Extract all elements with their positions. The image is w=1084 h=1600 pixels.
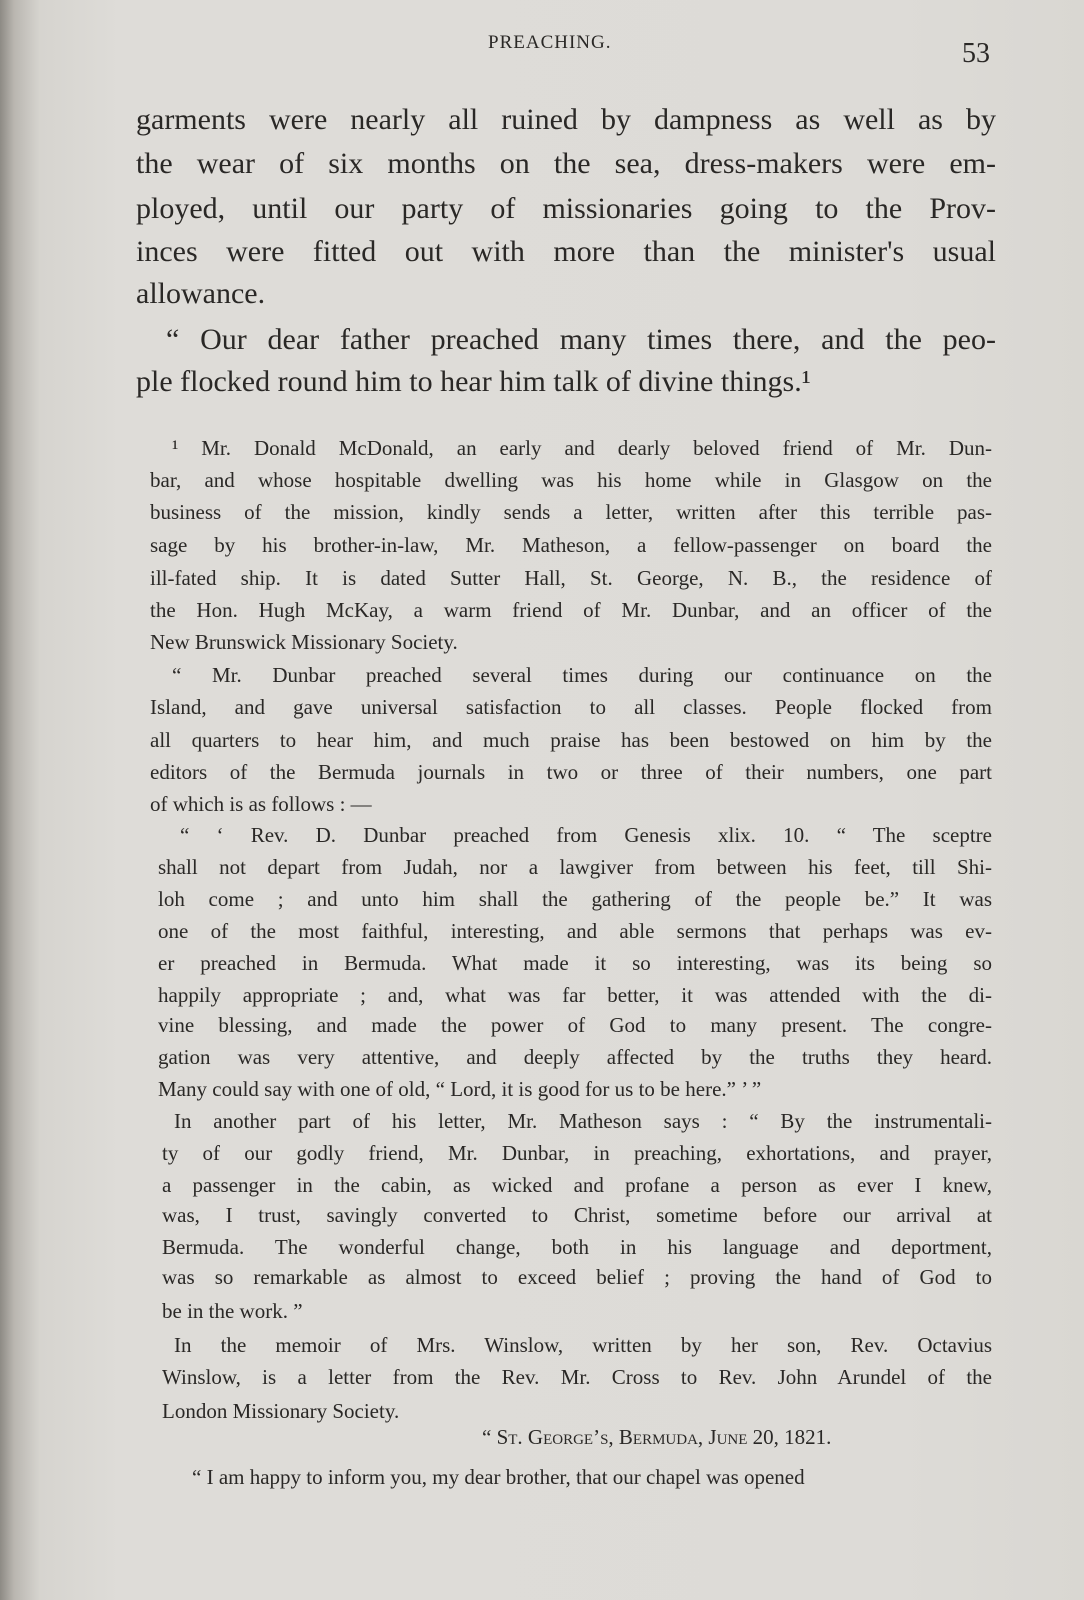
running-head: PREACHING. xyxy=(488,32,612,53)
footnote-line: loh come ; and unto him shall the gathering of the people be.” It was xyxy=(158,887,992,911)
footnote-line: was, I trust, savingly converted to Christ, sometime before our arrival at xyxy=(162,1203,992,1227)
page-number: 53 xyxy=(962,38,990,69)
letter-dateline: “ St. George’s, Bermuda, June 20, 1821. xyxy=(482,1425,832,1449)
footnote-line: vine blessing, and made the power of God to many present. The congre- xyxy=(158,1013,992,1037)
footnote-line: ¹ Mr. Donald McDonald, an early and dearly beloved friend of Mr. Dun- xyxy=(172,436,992,460)
footnote-line: was so remarkable as almost to exceed belief ; proving the hand of God to xyxy=(162,1265,992,1289)
footnote-line: London Missionary Society. xyxy=(162,1399,400,1423)
footnote-line: “ ‘ Rev. D. Dunbar preached from Genesis xlix. 10. “ The sceptre xyxy=(180,823,992,847)
body-line: garments were nearly all ruined by dampness as well as by xyxy=(136,103,996,136)
footnote-line: Island, and gave universal satisfaction to all classes. People flocked from xyxy=(150,695,992,719)
footnote-line: a passenger in the cabin, as wicked and profane a person as ever I knew, xyxy=(162,1173,992,1197)
footnote-line: all quarters to hear him, and much praise has been bestowed on him by the xyxy=(150,728,992,752)
footnote-line: business of the mission, kindly sends a letter, written after this terrible pas- xyxy=(150,500,992,524)
body-line: allowance. xyxy=(136,277,266,310)
footnote-line: Many could say with one of old, “ Lord, it is good for us to be here.” ’ ” xyxy=(158,1077,762,1101)
body-line: ple flocked round him to hear him talk of divine things.¹ xyxy=(136,365,811,398)
footnote-line: In another part of his letter, Mr. Matheson says : “ By the instrumentali- xyxy=(174,1109,992,1133)
body-line: “ Our dear father preached many times there, and the peo- xyxy=(166,323,996,356)
footnote-line: the Hon. Hugh McKay, a warm friend of Mr. Dunbar, and an officer of the xyxy=(150,598,992,622)
body-line: ployed, until our party of missionaries going to the Prov- xyxy=(136,192,996,225)
body-line: the wear of six months on the sea, dress-makers were em- xyxy=(136,147,996,180)
footnote-line: “ Mr. Dunbar preached several times during our continuance on the xyxy=(172,663,992,687)
footnote-line: one of the most faithful, interesting, and able sermons that perhaps was ev- xyxy=(158,919,992,943)
footnote-line: of which is as follows : — xyxy=(150,792,372,816)
footnote-line: be in the work. ” xyxy=(162,1299,303,1323)
footnote-line: New Brunswick Missionary Society. xyxy=(150,630,458,654)
body-line: inces were fitted out with more than the minister's usual xyxy=(136,235,996,268)
footnote-line: sage by his brother-in-law, Mr. Matheson, a fellow-passenger on board the xyxy=(150,533,992,557)
footnote-line: editors of the Bermuda journals in two or three of their numbers, one part xyxy=(150,760,992,784)
footnote-line: er preached in Bermuda. What made it so interesting, was its being so xyxy=(158,951,992,975)
footnote-line: gation was very attentive, and deeply affected by the truths they heard. xyxy=(158,1045,992,1069)
footnote-line: ty of our godly friend, Mr. Dunbar, in preaching, exhortations, and prayer, xyxy=(162,1141,992,1165)
footnote-line: “ I am happy to inform you, my dear brother, that our chapel was opened xyxy=(192,1465,805,1489)
footnote-line: Winslow, is a letter from the Rev. Mr. Cross to Rev. John Arundel of the xyxy=(162,1365,992,1389)
footnote-line: happily appropriate ; and, what was far better, it was attended with the di- xyxy=(158,983,992,1007)
footnote-line: ill-fated ship. It is dated Sutter Hall, St. George, N. B., the residence of xyxy=(150,566,992,590)
footnote-line: shall not depart from Judah, nor a lawgiver from between his feet, till Shi- xyxy=(158,855,992,879)
footnote-line: Bermuda. The wonderful change, both in his language and deportment, xyxy=(162,1235,992,1259)
footnote-line: bar, and whose hospitable dwelling was his home while in Glasgow on the xyxy=(150,468,992,492)
footnote-line: In the memoir of Mrs. Winslow, written by her son, Rev. Octavius xyxy=(174,1333,992,1357)
